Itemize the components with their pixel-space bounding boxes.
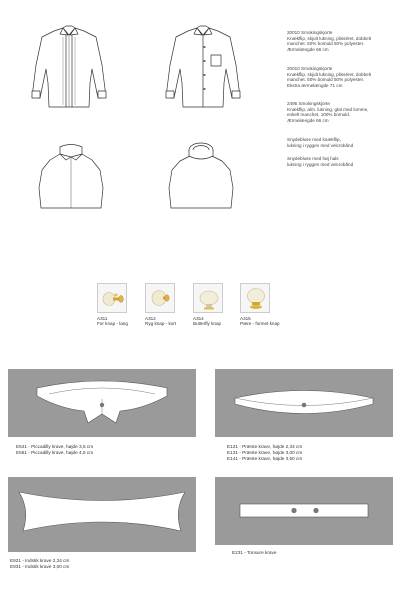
shirt-description-20010-66: 20010 Smokingskjorte Knækflip, skjult lukning, plisséret, dobbelt manchet. 50% bomuld 50% polyester. Ærmelængde 66 cm — [287, 30, 372, 52]
stud-photo-a312 — [145, 283, 175, 313]
dickey-wing-collar-drawing — [38, 140, 104, 210]
tuxedo-shirt-pleated-drawing — [28, 25, 110, 110]
stud-caption-a315: A315 Pære - formet knap — [240, 316, 280, 327]
priest-collar-panel — [215, 369, 393, 437]
shirt-description-20010-71: 20010 Smokingskjorte Knækflip, skjult lukning, plisséret, dobbelt manchet. 50% bomuld 50% polyester. Ekstra ærmelængde 71 cm — [287, 66, 372, 88]
piccadilly-collar-caption: E541 - Piccadilly krave, højde 3,5 cm E561 - Piccadilly krave, højde 4,5 cm — [16, 444, 94, 455]
stud-caption-a314: A314 Butterfly knap — [193, 316, 222, 327]
dickey-description-high-neck: Snydebluse med høj hals lukning i ryggen med velcrobånd — [287, 156, 354, 167]
shirt-description-2495: 2495 Smokingskjorte Knækflip, alm. lukning, glat med lomme, enkelt manchet, 100% bomuld. Ærmelængde 66 cm — [287, 101, 369, 123]
dickey-high-neck-drawing — [168, 140, 234, 210]
insert-collar-caption: E921 - Indstik krave 2,34 cm E931 - Indstik krave 3,00 cm — [10, 558, 70, 569]
tonsure-collar-panel — [215, 477, 393, 545]
stud-caption-a311: A311 For knap - lang — [97, 316, 128, 327]
stud-caption-a312: A312 Ryg knap - kort — [145, 316, 177, 327]
priest-collar-caption: E121 - Præste krave, højde 2,34 cm E131 - Præste krave, højde 3,00 cm E141 - Præste krave, højde 3,50 cm — [227, 444, 303, 461]
piccadilly-collar-panel — [8, 369, 196, 437]
stud-photo-a315 — [240, 283, 270, 313]
tonsure-collar-caption: E231 - Tonsure krave — [232, 550, 277, 555]
tuxedo-shirt-pocket-drawing — [162, 25, 244, 110]
insert-collar-panel — [8, 477, 196, 552]
stud-photo-a314 — [193, 283, 223, 313]
dickey-description-wing-collar: Snydebluse med knækflip, lukning i ryggen med velcrobånd — [287, 137, 354, 148]
stud-photo-a311 — [97, 283, 127, 313]
